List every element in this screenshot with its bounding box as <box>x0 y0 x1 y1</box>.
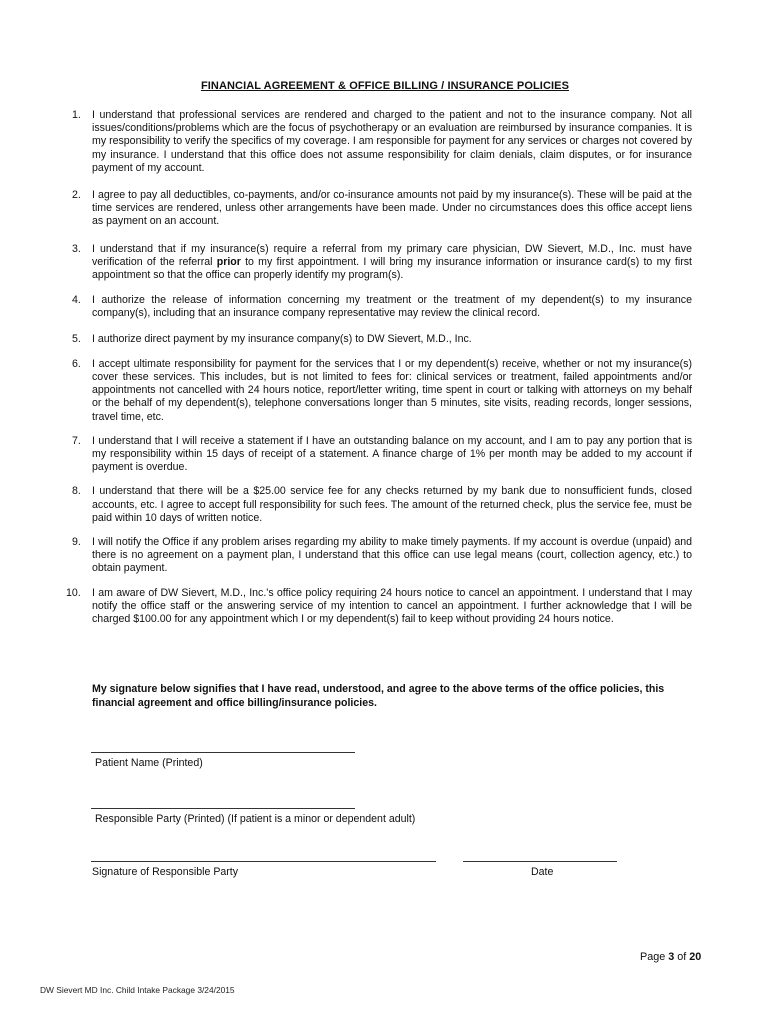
policy-item-number: 2. <box>72 189 81 202</box>
policy-item <box>66 435 692 475</box>
policy-item <box>66 333 692 346</box>
text-run: I authorize direct payment by my insurance company(s) to DW Sievert, M.D., Inc. <box>92 332 472 345</box>
text-run: I authorize the release of information concerning my treatment or the treatment of my dependent(s) to my insurance company(s), including that an insurance company representative may review the clinical record. <box>92 294 692 320</box>
emphasis-text: prior <box>216 255 241 268</box>
policy-item-text <box>92 189 692 229</box>
text-run: I am aware of DW Sievert, M.D., Inc.'s office policy requiring 24 hours notice to cancel an appointment. I understand that I may notify the office staff or the answering service of my intention to cancel an appointment. I further acknowledge that I will be charged $100.00 for any appointment which I or my dependent(s) fail to keep without providing 24 hours notice. <box>92 586 692 626</box>
policy-item <box>66 485 692 525</box>
policy-item-text <box>92 485 692 525</box>
policy-item-text <box>92 333 692 346</box>
policy-item-number: 7. <box>72 434 81 447</box>
policy-item-number: 1. <box>72 109 81 121</box>
policy-item-text <box>92 587 692 627</box>
policy-item-number: 9. <box>72 536 81 549</box>
text-run: I will notify the Office if any problem arises regarding my ability to make timely payments. If my account is overdue (unpaid) and there is no agreement on a payment plan, I understand that this office can use legal means (court, collection agency, etc.) to obtain payment. <box>92 536 692 575</box>
policy-item <box>66 587 692 627</box>
page-of: of <box>677 951 687 963</box>
policy-item <box>66 294 692 320</box>
policy-item-text <box>92 435 692 475</box>
signature-line[interactable] <box>91 861 436 862</box>
policy-item <box>66 243 692 283</box>
date-label: Date <box>531 866 554 878</box>
text-run: I understand that if my insurance(s) require a referral from my primary care physician, DW Sievert, M.D., Inc. must have verification of the referral <box>92 242 692 268</box>
policy-item <box>66 189 692 229</box>
policy-item-text <box>92 358 692 424</box>
policy-item <box>66 536 692 576</box>
policy-item-number: 4. <box>72 294 81 307</box>
policy-item-text <box>92 243 692 283</box>
page-current: 3 <box>668 951 675 963</box>
text-run: to my first appointment. I will bring my insurance information or insurance card(s) to my first appointment so that the office can properly identify my program(s). <box>92 255 692 282</box>
policy-item-text <box>92 294 692 320</box>
responsible-party-label: Responsible Party (Printed) (If patient is a minor or dependent adult) <box>95 813 416 825</box>
page-number <box>640 951 701 963</box>
patient-name-label: Patient Name (Printed) <box>95 757 203 769</box>
document-title: FINANCIAL AGREEMENT & OFFICE BILLING / INSURANCE POLICIES <box>200 80 570 92</box>
text-run: I agree to pay all deductibles, co-payments, and/or co-insurance amounts not paid by my insurance(s). These will be paid at the time services are rendered, unless other arrangements have been made. Under no circumstances does this office accept liens as payment on an account. <box>92 189 692 228</box>
text-run: I understand that I will receive a statement if I have an outstanding balance on my account, and I am to pay any portion that is my responsibility within 15 days of receipt of a statement. A finance charge of 1% per month may be added to my account if payment is overdue. <box>92 434 692 474</box>
responsible-party-line[interactable] <box>91 808 355 809</box>
policy-item <box>66 109 692 175</box>
date-line[interactable] <box>463 861 617 862</box>
policy-item-number: 6. <box>72 357 81 370</box>
text-run: I understand that there will be a $25.00 service fee for any checks returned by my bank due to nonsufficient funds, closed accounts, etc. I agree to accept full responsibility for such fees. The amount of the returned check, plus the service fee, must be paid within 10 days of written notice. <box>92 485 692 524</box>
policy-item-number: 5. <box>72 332 81 345</box>
policy-item-number: 10. <box>66 586 81 599</box>
text-run: I understand that professional services are rendered and charged to the patient and not to the insurance company. Not all issues/conditions/problems which are the focus of psychotherapy or an evaluation are reimbursed by insurance companies. It is my responsibility to verify the specifics of my coverage. I am responsible for payment for any services or charges not covered by my insurance. I understand that this office does not assume responsibility for claim denials, claim disputes, or for insurance payment of my account. <box>92 109 692 174</box>
text-run: I accept ultimate responsibility for payment for the services that I or my dependent(s) receive, whether or not my insurance(s) cover these services. This includes, but is not limited to fees for: clinical services or treatment, failed appointments and/or appointments not cancelled with 24 hours notice, report/letter writing, time spent in court or talking with attorneys on my behalf or the behalf of my dependent(s), telephone conversations longer than 5 minutes, site visits, reading records, longer sessions, travel time, etc. <box>92 357 692 423</box>
page-label: Page <box>640 951 666 963</box>
policy-list <box>66 109 692 626</box>
agreement-statement: My signature below signifies that I have read, understood, and agree to the above terms of the office policies, this financial agreement and office billing/insurance policies. <box>92 683 665 709</box>
page-total: 20 <box>689 951 702 963</box>
signature-label: Signature of Responsible Party <box>92 866 239 878</box>
policy-item <box>66 358 692 424</box>
footer-text: DW Sievert MD Inc. Child Intake Package 3/24/2015 <box>40 985 235 995</box>
policy-item-text <box>92 109 692 175</box>
policy-item-number: 3. <box>72 242 81 255</box>
patient-name-line[interactable] <box>91 752 355 753</box>
policy-item-text <box>92 536 692 576</box>
policy-item-number: 8. <box>72 485 81 498</box>
